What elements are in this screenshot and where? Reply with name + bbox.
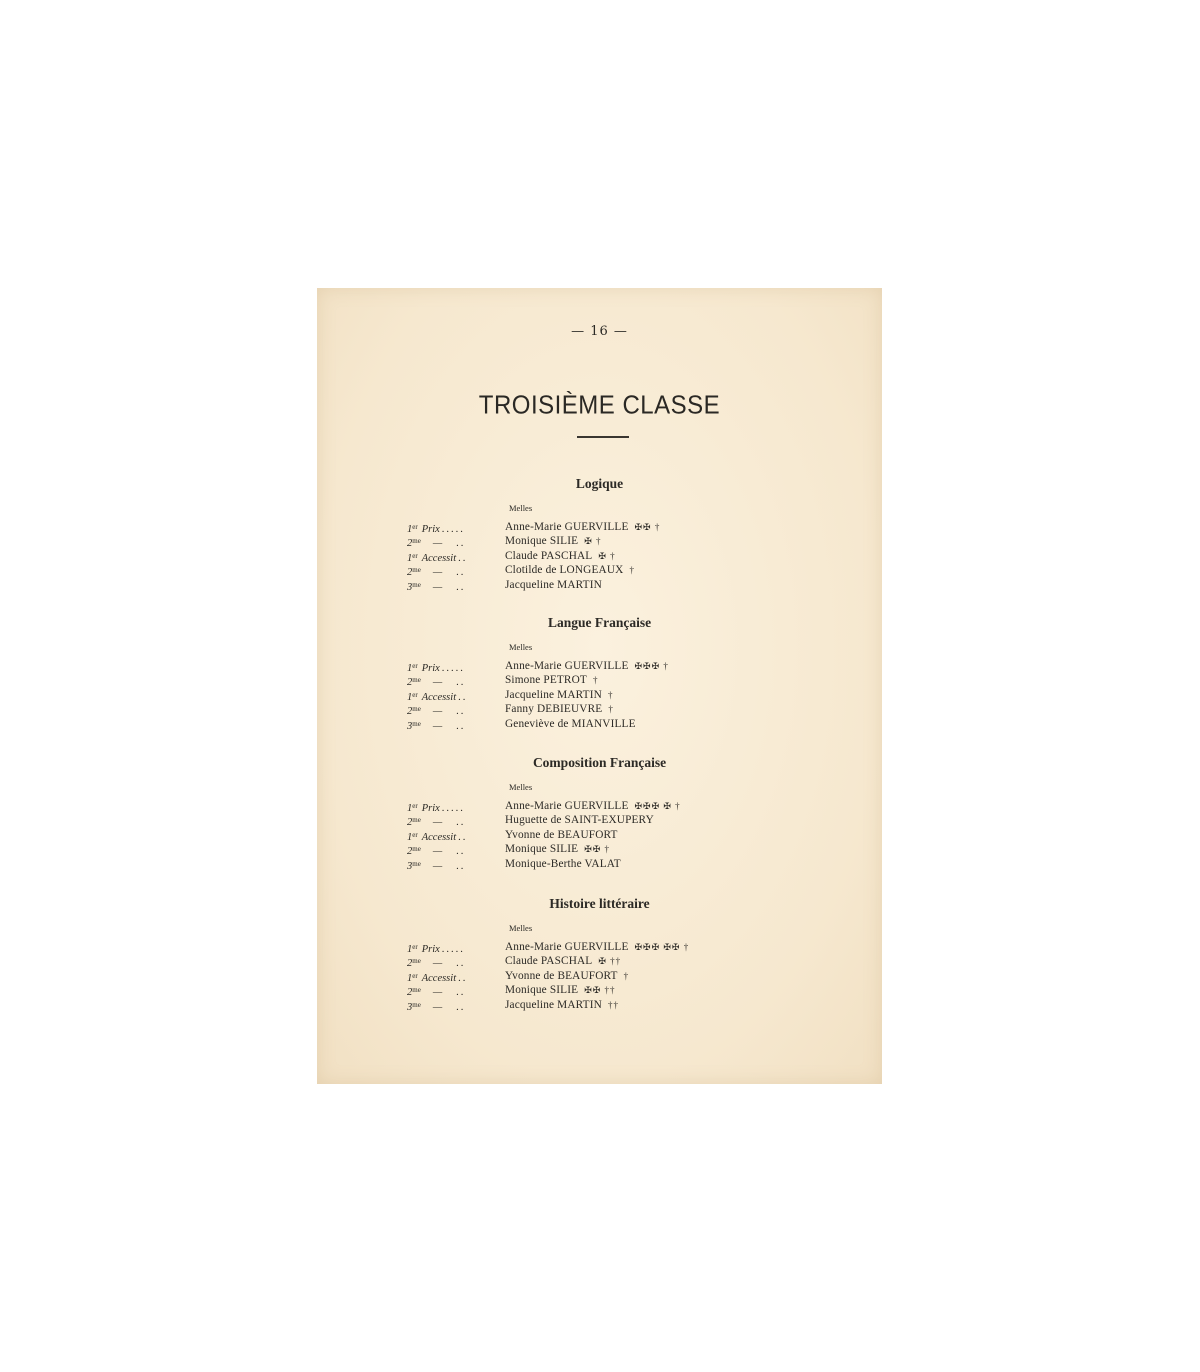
award-row [317, 969, 882, 983]
award-row [317, 578, 882, 592]
award-rank-suffix: er [412, 551, 418, 560]
award-rank: 1 [407, 691, 413, 703]
award-rank-suffix: er [412, 802, 418, 810]
award-rank: 2 [407, 538, 413, 550]
student-name [505, 954, 621, 968]
student-name [505, 799, 681, 813]
award-type: — [432, 860, 443, 872]
award-type: — [432, 817, 443, 829]
student-name-text: Anne-Marie GUERVILLE [505, 800, 629, 812]
award-type: — [432, 846, 443, 858]
leader-dots: .. [456, 1001, 466, 1013]
award-rank: 1 [407, 803, 413, 814]
student-name-text: Anne-Marie GUERVILLE [505, 941, 629, 953]
award-row [317, 842, 882, 856]
distinction-marks: †† [607, 999, 619, 1010]
leader-dots: .. [456, 567, 466, 579]
student-name-text: Monique-Berthe VALAT [505, 857, 621, 870]
salutation: Melles [509, 782, 533, 792]
distinction-marks: ✠ † [584, 536, 602, 547]
award-rank: 2 [407, 846, 413, 858]
award-rank: 1 [407, 524, 413, 535]
award-row [317, 998, 882, 1012]
award-rank-suffix: me [412, 845, 421, 854]
leader-dots: .. [458, 552, 468, 564]
student-name-text: Yvonne de BEAUFORT [505, 969, 618, 982]
award-type: — [432, 958, 443, 970]
distinction-marks: † [607, 689, 614, 700]
distinction-marks: † [623, 970, 630, 981]
leader-dots: .. [458, 691, 468, 703]
award-row [317, 954, 882, 968]
salutation: Melles [509, 642, 533, 652]
leader-dots: .. [456, 860, 466, 872]
award-rank-suffix: er [412, 830, 418, 839]
student-name [505, 842, 610, 856]
award-row [317, 702, 882, 716]
salutation: Melles [509, 503, 533, 513]
award-rank-suffix: me [412, 957, 421, 966]
section-heading: Langue Française [547, 615, 652, 630]
leader-dots: .. [456, 987, 466, 999]
award-type: — [432, 706, 443, 718]
student-name [505, 549, 616, 563]
student-name-text: Fanny DEBIEUVRE [505, 703, 603, 716]
award-rank: 1 [407, 663, 413, 674]
student-name-text: Monique SILIE [505, 535, 579, 548]
award-rank: 3 [407, 720, 413, 732]
award-rank-suffix: me [412, 816, 421, 825]
student-name-text: Claude PASCHAL [505, 549, 593, 562]
award-type: Prix [421, 663, 440, 674]
award-type: Prix [421, 524, 440, 535]
student-name [505, 688, 613, 702]
leader-dots: ..... [441, 663, 465, 674]
award-rank: 1 [407, 552, 413, 564]
distinction-marks: ✠✠✠ ✠ † [634, 801, 681, 811]
distinction-marks: ✠✠✠ † [634, 661, 669, 671]
award-type: — [432, 567, 443, 579]
student-name-text: Claude PASCHAL [505, 955, 593, 968]
award-rank-suffix: er [412, 690, 418, 699]
award-type: — [432, 987, 443, 999]
award-rank: 3 [407, 1001, 413, 1013]
student-name-text: Yvonne de BEAUFORT [505, 828, 618, 841]
award-type: Prix [421, 803, 440, 814]
leader-dots: ..... [441, 803, 465, 814]
award-type: Accessit [421, 831, 457, 843]
student-name-text: Simone PETROT [505, 674, 587, 687]
leader-dots: ..... [441, 944, 465, 955]
award-rank-suffix: me [412, 676, 421, 685]
award-type: — [432, 538, 443, 550]
student-name-text: Jacqueline MARTIN [505, 998, 602, 1011]
student-name-text: Monique SILIE [505, 843, 579, 856]
title-rule [577, 436, 629, 438]
student-name-text: Jacqueline MARTIN [505, 688, 602, 701]
student-name [505, 563, 635, 577]
student-name [505, 520, 660, 534]
award-rank: 2 [407, 958, 413, 970]
award-type: Accessit [421, 691, 457, 703]
section-heading: Logique [575, 476, 624, 491]
award-rank-suffix: me [412, 566, 421, 575]
award-label [407, 998, 465, 1015]
award-row [317, 659, 882, 673]
award-row [317, 799, 882, 813]
award-rank: 2 [407, 677, 413, 689]
award-rank: 2 [407, 706, 413, 718]
award-rank-suffix: me [412, 537, 421, 546]
award-rank: 1 [407, 831, 413, 843]
award-row [317, 549, 882, 563]
award-type: Accessit [421, 552, 457, 564]
award-row [317, 717, 882, 731]
award-rank: 1 [407, 972, 413, 984]
award-rank-suffix: er [412, 662, 418, 670]
award-label [407, 578, 465, 595]
document-page [317, 288, 882, 1084]
award-type: — [432, 581, 443, 593]
award-rank-suffix: me [412, 986, 421, 995]
award-type: — [432, 677, 443, 689]
award-rank-suffix: er [412, 943, 418, 951]
award-type: — [432, 720, 443, 732]
student-name-text: Clotilde de LONGEAUX [505, 564, 624, 577]
leader-dots: .. [456, 706, 466, 718]
leader-dots: .. [458, 972, 468, 984]
award-row [317, 857, 882, 871]
award-row [317, 983, 882, 997]
award-row [317, 688, 882, 702]
leader-dots: .. [456, 846, 466, 858]
student-name [505, 828, 618, 842]
award-type: — [432, 1001, 443, 1013]
student-name-text: Monique SILIE [505, 984, 579, 997]
award-row [317, 534, 882, 548]
award-rank-suffix: er [412, 971, 418, 980]
award-row [317, 813, 882, 827]
award-rank: 3 [407, 581, 413, 593]
award-type: Prix [421, 944, 440, 955]
student-name [505, 983, 616, 997]
student-name-text: Huguette de SAINT-EXUPERY [505, 814, 654, 827]
award-row [317, 673, 882, 687]
student-name-text: Anne-Marie GUERVILLE [505, 521, 629, 533]
student-name [505, 659, 669, 673]
student-name [505, 969, 629, 983]
distinction-marks: † [592, 675, 599, 686]
student-name [505, 998, 619, 1012]
award-rank-suffix: me [412, 719, 421, 728]
award-label [407, 857, 465, 874]
student-name-text: Geneviève de MIANVILLE [505, 717, 636, 730]
award-rank-suffix: me [412, 580, 421, 589]
leader-dots: .. [456, 581, 466, 593]
award-rank-suffix: me [412, 859, 421, 868]
distinction-marks: ✠ †† [598, 956, 622, 967]
distinction-marks: ✠✠✠ ✠✠ † [634, 942, 690, 952]
student-name [505, 702, 614, 716]
award-rank-suffix: me [412, 1000, 421, 1009]
student-name [505, 673, 598, 687]
award-rank: 3 [407, 860, 413, 872]
leader-dots: .. [456, 720, 466, 732]
student-name [505, 578, 602, 592]
award-label [407, 717, 465, 734]
distinction-marks: † [608, 704, 614, 715]
leader-dots: ..... [441, 524, 465, 535]
leader-dots: .. [456, 538, 466, 550]
award-row [317, 828, 882, 842]
student-name [505, 857, 621, 871]
award-row [317, 940, 882, 954]
salutation: Melles [509, 923, 533, 933]
student-name [505, 717, 636, 731]
award-row [317, 563, 882, 577]
distinction-marks: ✠ † [598, 550, 616, 561]
distinction-marks: † [629, 565, 635, 576]
student-name-text: Anne-Marie GUERVILLE [505, 660, 629, 672]
distinction-marks: ✠✠ †† [584, 985, 616, 996]
student-name-text: Jacqueline MARTIN [505, 578, 602, 591]
page-title: TROISIÈME CLASSE [478, 390, 721, 421]
student-name [505, 940, 689, 954]
distinction-marks: ✠✠ † [634, 522, 661, 532]
section-heading: Histoire littéraire [549, 896, 650, 911]
award-rank-suffix: me [412, 705, 421, 714]
award-row [317, 520, 882, 534]
leader-dots: .. [456, 817, 466, 829]
award-rank: 2 [407, 567, 413, 579]
leader-dots: .. [458, 831, 468, 843]
page-number: — 16 — [571, 324, 628, 339]
student-name [505, 534, 601, 548]
student-name [505, 813, 654, 827]
leader-dots: .. [456, 677, 466, 689]
distinction-marks: ✠✠ † [584, 844, 611, 855]
award-type: Accessit [421, 972, 457, 984]
section-heading: Composition Française [532, 755, 667, 770]
award-rank-suffix: er [412, 523, 418, 531]
leader-dots: .. [456, 958, 466, 970]
award-rank: 2 [407, 987, 413, 999]
award-rank: 1 [407, 944, 413, 955]
award-rank: 2 [407, 817, 413, 829]
